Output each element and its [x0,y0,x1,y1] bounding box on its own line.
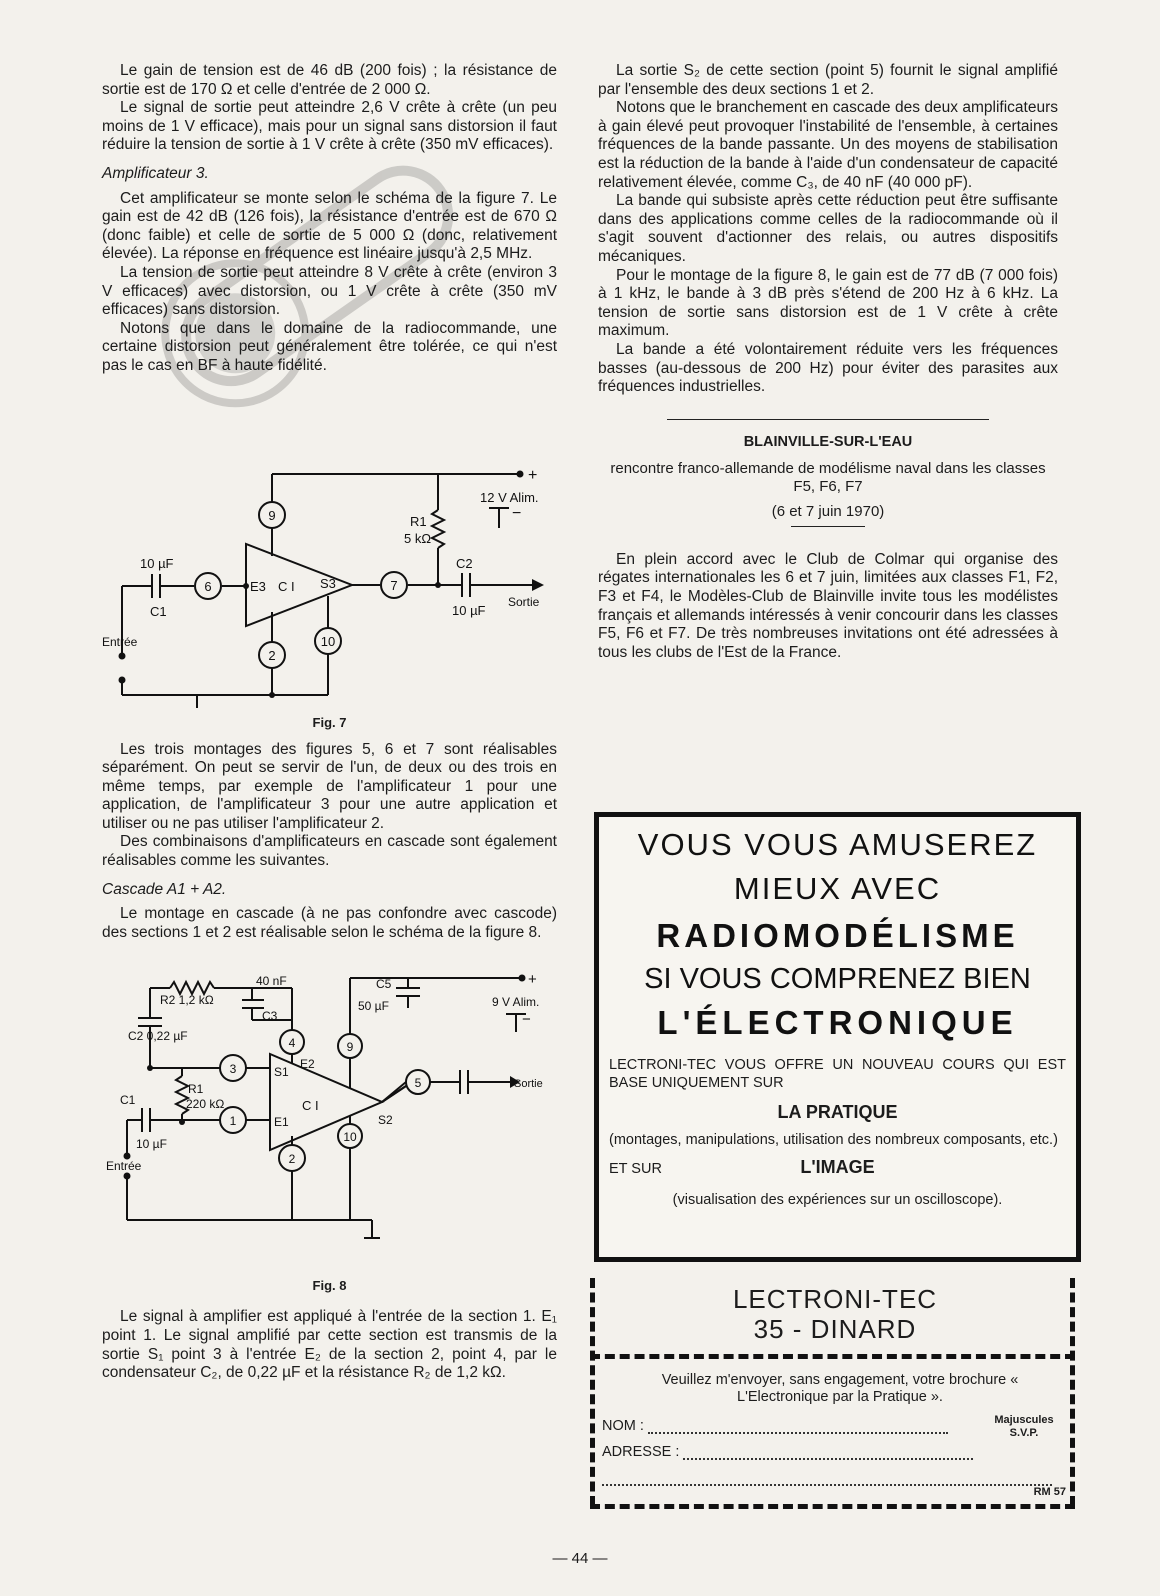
ad-line-5: L'ÉLECTRONIQUE [657,1004,1018,1041]
paragraph: Les trois montages des figures 5, 6 et 7 sont réalisables séparément. On peut se servir de l'un, de deux ou des trois en même temps, par exemple de l'amplificateur 1 pour une application, de l'amplificateur 3 pour une autre application et utiliser ou ne pas utiliser l'amplificateur 2. [102,740,557,832]
paragraph: Pour le montage de la figure 8, le gain est de 77 dB (7 000 fois) à 1 kHz, le bande à 3 dB près s'étend de 200 Hz à 6 kHz. La tension de sortie sans distorsion est de 1 V crête à crête maximum. [598,266,1058,340]
divider [667,419,989,420]
fig8-c3: C3 [262,1009,278,1024]
nom-label: NOM : [602,1418,644,1434]
paragraph: Des combinaisons d'amplificateurs en cascade sont également réalisables comme les suivantes. [102,833,557,870]
divider-short [791,526,865,527]
fig8-r1: R1 [188,1082,204,1097]
fig8-s2: S2 [378,1113,393,1128]
fig7-label-6: 6 [204,578,212,594]
paragraph: Le gain de tension est de 46 dB (200 fois) ; la résistance de sortie est de 170 Ω et celle d'entrée de 2 000 Ω. [102,62,557,98]
paragraph: Notons que le branchement en cascade des deux amplificateurs à gain élevé peut provoquer l'instabilité de l'ensemble, à certaines fréquences de la bande passante. Un des moyens de stabilisation est la réduction de la bande à l'aide d'un condensateur de capacité relativement élevée, comme C₃, de 40 nF (40 000 pF). [598,99,1058,191]
form-row-adresse-2 [602,1472,1052,1490]
coupon-divider [590,1354,1075,1359]
news-date: (6 et 7 juin 1970) [771,502,885,520]
fig7-supply: 12 V Alim. [480,489,539,505]
fig8-label-4: 4 [288,1036,296,1051]
majuscules-note: Majuscules S.V.P. [994,1414,1054,1439]
fig8-label-9: 9 [346,1040,354,1055]
fig7-c1: C1 [150,603,167,619]
fig7-ic-e: E3 [250,578,266,594]
fig8-supply: 9 V Alim. [492,995,540,1010]
fig7-c1-value: 10 µF [140,555,174,571]
fig8-label-10: 10 [343,1130,357,1145]
paragraph: Le montage en cascade (à ne pas confondre avec cascode) des sections 1 et 2 est réalisable selon le schéma de la figure 8. [102,905,557,941]
paragraph: Cet amplificateur se monte selon le schéma de la figure 7. Le gain est de 42 dB (126 fois), la résistance d'entrée est de 670 Ω (donc faible) et celle de sortie de 5 000 Ω (donc, relativement élevée). La réponse en fréquence est linéaire jusqu'à 2,5 MHz. [102,189,557,263]
news-title: BLAINVILLE-SUR-L'EAU [743,433,913,450]
adresse-field[interactable] [683,1446,973,1460]
fig8-caption: Fig. 8 [312,1278,347,1294]
fig7-label-2: 2 [268,647,276,663]
paragraph: La bande qui subsiste après cette réduction peut être suffisante dans des applications comme celles de la radiocommande où il s'agit souvent d'actionner des relais, ou autres dispositifs mécaniques. [598,192,1058,265]
adresse-label: ADRESSE : [602,1444,680,1460]
fig8-output: Sortie [514,1078,543,1091]
fig7-c2: C2 [456,555,473,571]
form-row-adresse [602,1444,1064,1460]
fig8-c1: C1 [120,1093,136,1108]
fig8-e1: E1 [274,1115,289,1130]
fig8-r2: R2 1,2 kΩ [160,993,214,1008]
figure-8 [102,958,557,1308]
fig7-input: Entrée [102,634,138,649]
fig8-minus: − [522,1011,531,1029]
ad-offer: LECTRONI-TEC VOUS OFFRE UN NOUVEAU COURS QUI EST BASE UNIQUEMENT SUR [609,1057,1066,1091]
paragraph: Notons que dans le domaine de la radiocommande, une certaine distorsion peut généralement être tolérée, ce qui n'est pas le cas en BF à haute fidélité. [102,319,557,374]
fig7-label-7: 7 [390,577,398,593]
fig7-c2-value: 10 µF [452,602,486,618]
fig7-label-9: 9 [268,507,276,523]
ad-line-1: VOUS VOUS AMUSEREZ [637,827,1038,862]
ad-image-desc: (visualisation des expériences sur un oscilloscope). [672,1192,1003,1208]
fig8-schematic [102,958,557,1273]
fig8-label-5: 5 [414,1076,422,1091]
fig7-r1-value: 5 kΩ [404,530,432,546]
ad-et-sur: ET SUR [609,1161,662,1177]
news-subtitle: rencontre franco-allemande de modélisme naval dans les classes F5, F6, F7 [610,459,1046,496]
subheading-cascade: Cascade A1 + A2. [102,880,227,898]
news-body: En plein accord avec le Club de Colmar qui organise des régates internationales les 6 et 7 juin, limitées aux classes F1, F2, F3 et F4, le Modèles-Club de Blainville invite tous les modélistes français et allemands intéressés à venir concourir dans les classes F5, F6 et F7. De très nombreuses invitations ont été adressées à tous les clubs de l'Est de la France. [598,550,1058,661]
ad-line-2: MIEUX AVEC [733,871,942,906]
ad-pratique-desc: (montages, manipulations, utilisation des nombreux composants, etc.) [609,1132,1058,1148]
fig7-label-10: 10 [320,633,336,649]
fig7-caption: Fig. 7 [312,714,347,730]
coupon-border-bottom [590,1504,1075,1509]
fig7-output: Sortie [508,594,540,609]
fig8-c3-value: 40 nF [256,974,287,989]
fig7-r1: R1 [410,513,427,529]
fig7-ic-s: S3 [320,575,336,591]
fig8-c5-value: 50 µF [358,999,389,1014]
fig8-e2: E2 [300,1057,315,1072]
fig8-label-1: 1 [229,1114,237,1129]
fig7-minus: − [512,504,522,522]
paragraph: La sortie S₂ de cette section (point 5) fournit le signal amplifié par l'ensemble des deux sections 1 et 2. [598,62,1058,98]
fig8-c5: C5 [376,977,392,992]
fig7-schematic [102,390,557,710]
fig7-ic: C I [278,578,295,594]
figure-7 [102,390,557,735]
fig8-c2: C2 0,22 µF [128,1029,188,1044]
nom-field[interactable] [648,1420,948,1434]
fig8-label-3: 3 [229,1062,237,1077]
subheading-amplificateur-3: Amplificateur 3. [102,164,209,182]
form-row-nom [602,1414,1064,1439]
ad-image-row [599,1155,1076,1185]
right-column [598,62,1058,662]
paragraph: La bande a été volontairement réduite vers les fréquences basses (au-dessous de 200 Hz) pour éviter des parasites aux fréquences industrielles. [598,340,1058,396]
coupon-ref: RM 57 [1033,1486,1066,1498]
coupon-city: 35 - DINARD [753,1314,917,1344]
page-number: — 44 — [552,1550,608,1567]
ad-image: L'IMAGE [800,1157,875,1177]
fig8-ic: C I [302,1098,319,1114]
adresse-field-2[interactable] [602,1472,1052,1486]
ad-line-3: RADIOMODÉLISME [656,917,1019,954]
ad-line-4: SI VOUS COMPRENEZ BIEN [644,963,1031,995]
fig8-input: Entrée [106,1159,142,1174]
fig8-c1-value: 10 µF [136,1137,167,1152]
fig8-label-2: 2 [288,1152,296,1167]
fig8-plus: + [528,971,537,989]
left-column [102,62,557,1383]
advertisement [594,812,1081,1262]
fig8-r1-value: 220 kΩ [186,1097,225,1112]
coupon-text: Veuillez m'envoyer, sans engagement, votre brochure « L'Electronique par la Pratique ». [661,1372,1019,1405]
fig7-plus: + [528,466,538,484]
paragraph: Le signal de sortie peut atteindre 2,6 V crête à crête (un peu moins de 1 V efficace), mais pour un signal sans distorsion il faut réduire la tension de sortie à 1 V crête à crête (350 mV efficaces). [102,99,557,154]
coupon-company: LECTRONI-TEC [732,1284,938,1314]
paragraph: La tension de sortie peut atteindre 8 V crête à crête (environ 3 V efficaces) avec distorsion, ou 1 V crête à crête (350 mV efficaces) sans distorsion. [102,263,557,319]
paragraph: Le signal à amplifier est appliqué à l'entrée de la section 1. E₁ point 1. Le signal amplifié par cette section est transmis de la sortie S₁ point 3 à l'entrée E₂ de la section 2, point 4, par le condensateur C₂, de 0,22 µF et la résistance R₂ de 1,2 kΩ. [102,1308,557,1382]
fig8-s1: S1 [274,1065,289,1080]
order-coupon [590,1278,1080,1512]
ad-pratique: LA PRATIQUE [777,1102,898,1122]
